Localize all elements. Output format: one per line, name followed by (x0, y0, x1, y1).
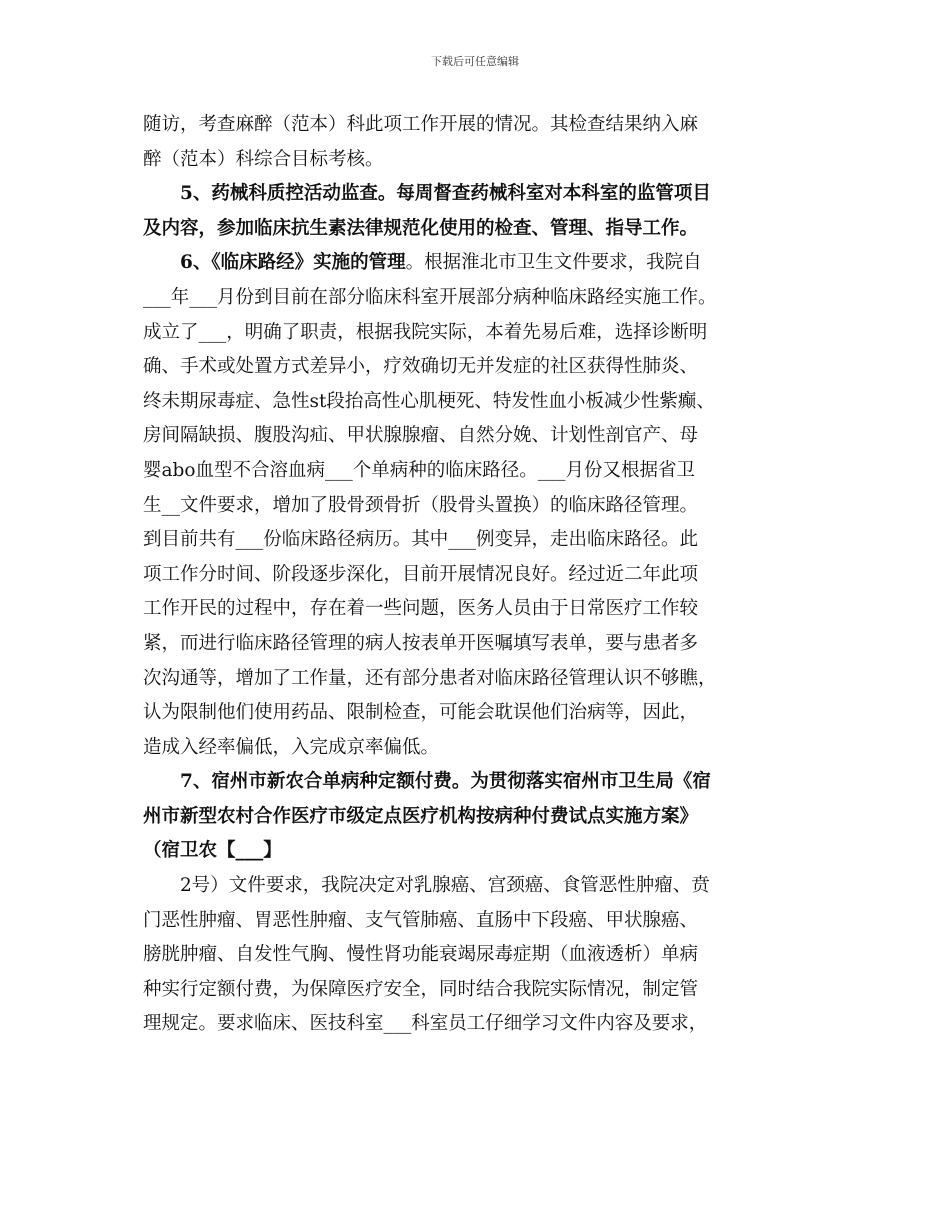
text-line: 醉（范本）科综合目标考核。 (143, 148, 384, 170)
text-line: 紧，而进行临床路径管理的病人按表单开医嘱填写表单，要与患者多 (143, 632, 699, 654)
text-segment: 6、《临床路经》实施的管理 (180, 252, 406, 274)
text-line: 种实行定额付费，为保障医疗安全，同时结合我院实际情况，制定管 (143, 978, 699, 1000)
text-line (143, 246, 811, 281)
text-line: 2号）文件要求，我院决定对乳腺癌、宫颈癌、食管恶性肿瘤、贲 (180, 875, 710, 897)
text-segment: 。根据淮北市卫生文件要求，我院自 (405, 252, 702, 274)
text-line: 次沟通等，增加了工作量，还有部分患者对临床路径管理认识不够瞧， (143, 667, 717, 689)
text-line: 膀胱肿瘤、自发性气胸、慢性肾功能衰竭尿毒症期（血液透析）单病 (143, 944, 699, 966)
text-line: 婴abo血型不合溶血病___个单病种的临床路径。___月份又根据省卫 (143, 459, 696, 481)
text-line: 房间隔缺损、腹股沟疝、甲状腺腺瘤、自然分娩、计划性剖官产、母 (143, 425, 699, 447)
text-line: ___年___月份到目前在部分临床科室开展部分病种临床路经实施工作。 (143, 286, 717, 308)
document-body (143, 108, 811, 1042)
text-line: 成立了___，明确了职责，根据我院实际，本着先易后难，选择诊断明 (143, 321, 708, 343)
text-line: 认为限制他们使用药品、限制检查，可能会耽误他们治病等，因此， (143, 702, 699, 724)
text-line: 工作开民的过程中，存在着一些问题，医务人员由于日常医疗工作较 (143, 598, 699, 620)
text-line: 7、宿州市新农合单病种定额付费。为贯彻落实宿州市卫生局《宿 (180, 771, 711, 793)
text-line: 到目前共有___份临床路径病历。其中___例变异，走出临床路径。此 (143, 529, 699, 551)
text-line: （宿卫农【___】 (143, 840, 282, 862)
text-line: 终未期尿毒症、急性st段抬高性心肌梗死、特发性血小板减少性紫癫、 (143, 390, 715, 412)
text-line: 及内容，参加临床抗生素法律规范化使用的检查、管理、指导工作。 (143, 217, 699, 239)
text-line: 生__文件要求，增加了股骨颈骨折（股骨头置换）的临床路径管理。 (143, 494, 699, 516)
text-line: 州市新型农村合作医疗市级定点医疗机构按病种付费试点实施方案》 (143, 805, 699, 827)
text-line: 门恶性肿瘤、胃恶性肿瘤、支气管肺癌、直肠中下段癌、甲状腺癌、 (143, 909, 699, 931)
text-line: 项工作分时间、阶段逐步深化，目前开展情况良好。经过近二年此项 (143, 563, 699, 585)
page-header: 下载后可任意编辑 (431, 55, 519, 68)
text-line: 确、手术或处置方式差异小，疗效确切无并发症的社区获得性肺炎、 (143, 356, 699, 378)
text-line: 随访，考查麻醉（范本）科此项工作开展的情况。其检查结果纳入麻 (143, 114, 699, 135)
text-line: 理规定。要求临床、医技科室___科室员工仔细学习文件内容及要求， (143, 1013, 708, 1035)
text-line: 造成入经率偏低，入完成京率偏低。 (143, 736, 440, 758)
text-line: 5、药械科质控活动监查。每周督查药械科室对本科室的监管项目 (180, 183, 711, 205)
